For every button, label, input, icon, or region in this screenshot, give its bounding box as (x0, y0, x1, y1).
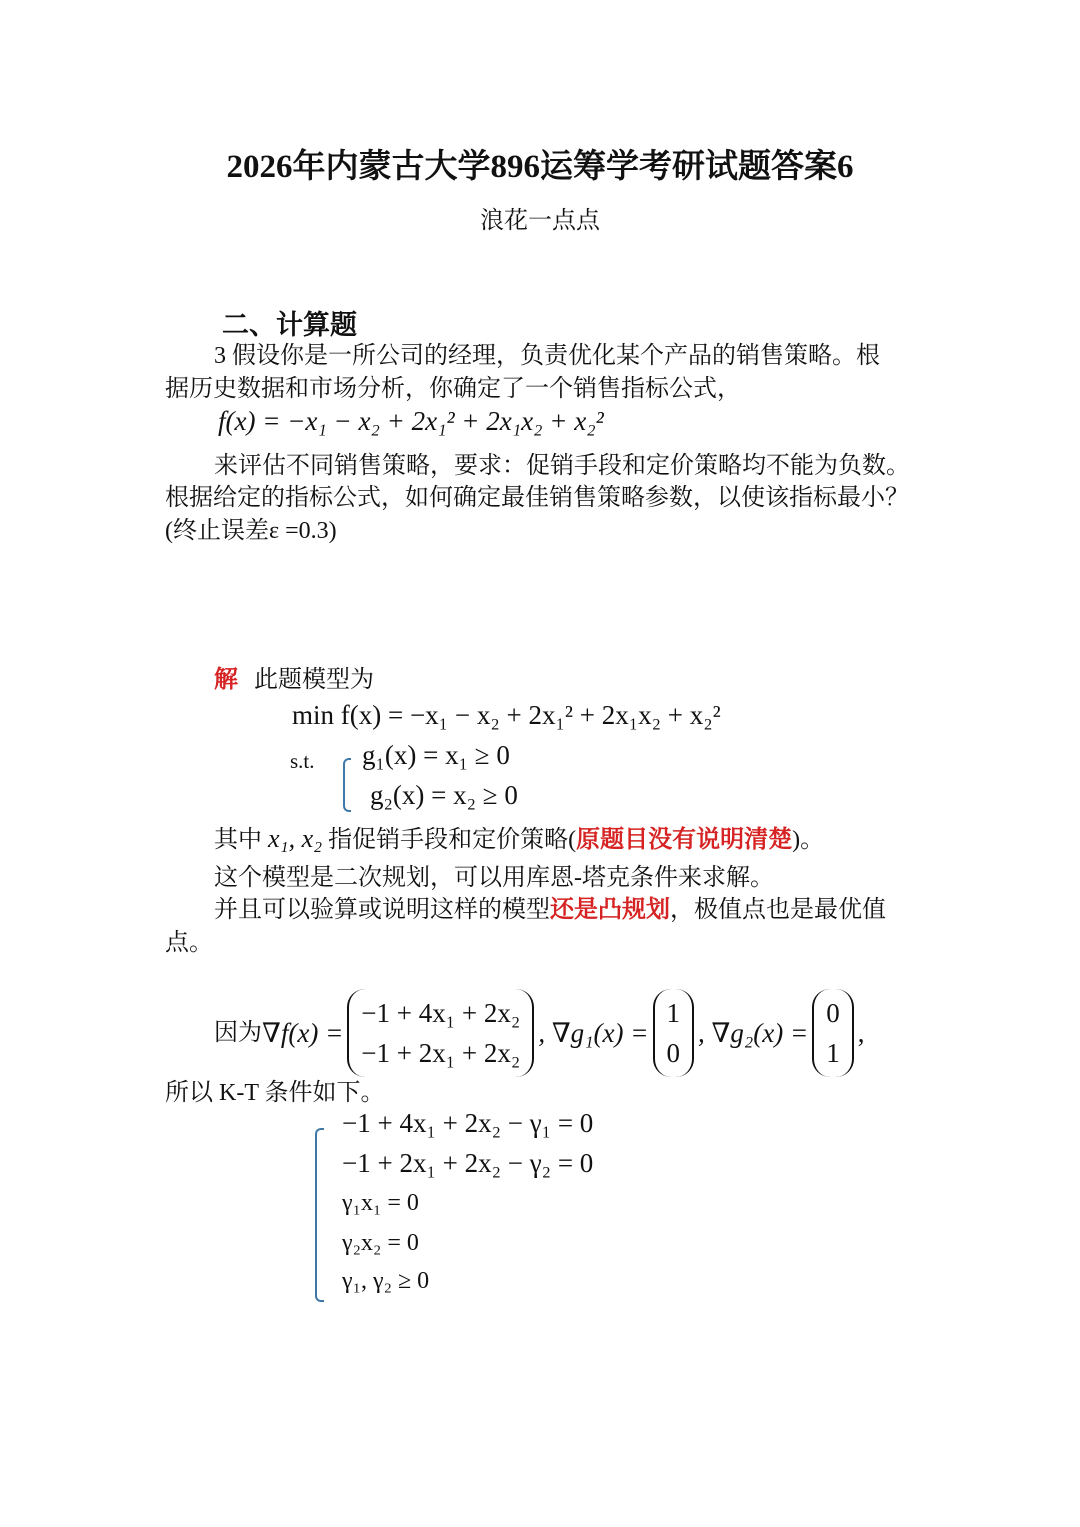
problem-line-3: 来评估不同销售策略，要求：促销手段和定价策略均不能为负数。 (214, 453, 910, 479)
kt-brace (315, 1128, 324, 1302)
problem-line-1: 3 假设你是一所公司的经理，负责优化某个产品的销售策略。根 (214, 343, 880, 369)
kt-condition-4: γ₂x₂ = 0 (342, 1230, 419, 1256)
grad-g1-row-1: 1 (666, 998, 680, 1028)
grad-f-label: ∇f(x) = (262, 1017, 344, 1048)
because-label: 因为 (214, 1019, 262, 1046)
problem-line-5: (终止误差ε =0.3) (165, 518, 337, 544)
convex-pre: 并且可以验算或说明这样的模型 (214, 897, 550, 923)
where-end: )。 (792, 827, 825, 853)
where-vars: x₁, x₂ (268, 824, 323, 853)
objective-function: min f(x) = −x₁ − x₂ + 2x₁² + 2x₁x₂ + x₂² (292, 700, 721, 730)
solution-intro-text: 此题模型为 (254, 667, 374, 693)
kt-condition-5: γ₁, γ₂ ≥ 0 (342, 1268, 430, 1294)
where-line (214, 822, 824, 857)
kt-condition-2: −1 + 2x₁ + 2x₂ − γ₂ = 0 (342, 1148, 594, 1178)
where-post: 指促销手段和定价策略( (328, 827, 577, 853)
problem-line-2: 据历史数据和市场分析，你确定了一个销售指标公式， (165, 376, 741, 402)
kt-condition-1: −1 + 4x₁ + 2x₂ − γ₁ = 0 (342, 1108, 594, 1138)
page-title: 2026年内蒙古大学896运筹学考研试题答案6 (226, 149, 854, 185)
convex-tail: 点。 (165, 930, 213, 956)
grad-g2-row-2: 1 (826, 1038, 840, 1068)
grad-g2-label: , ∇g₂(x) = (698, 1017, 809, 1048)
gradient-line (214, 990, 864, 1076)
grad-g1-label: , ∇g₁(x) = (538, 1017, 649, 1048)
convex-red: 还是凸规划 (550, 897, 670, 923)
grad-f-row-2: −1 + 2x₁ + 2x₂ (361, 1038, 521, 1068)
convex-line (214, 894, 886, 927)
constraint-brace (343, 758, 351, 812)
grad-g1-row-2: 0 (666, 1038, 680, 1068)
convex-post: ，极值点也是最优值 (670, 897, 886, 923)
constraint-2: g₂(x) = x₂ ≥ 0 (370, 780, 518, 810)
solution-intro (214, 664, 374, 697)
solution-label: 解 (214, 667, 238, 693)
constraint-1: g₁(x) = x₁ ≥ 0 (362, 740, 510, 770)
qp-line: 这个模型是二次规划，可以用库恩-塔克条件来求解。 (214, 865, 774, 891)
grad-f-matrix (347, 989, 534, 1077)
section-heading: 二、计算题 (222, 310, 357, 340)
grad-g2-row-1: 0 (826, 998, 840, 1028)
problem-line-4: 根据给定的指标公式，如何确定最佳销售策略参数，以使该指标最小？ (165, 485, 909, 511)
grad-g2-matrix (812, 989, 854, 1077)
st-label: s.t. (290, 749, 315, 773)
grad-f-row-1: −1 + 4x₁ + 2x₂ (361, 998, 521, 1028)
where-red: 原题目没有说明清楚 (576, 827, 793, 853)
problem-formula: f(x) = −x₁ − x₂ + 2x₁² + 2x₁x₂ + x₂² (218, 406, 604, 436)
gradient-comma: , (857, 1017, 865, 1048)
author: 浪花一点点 (480, 208, 600, 234)
kt-condition-3: γ₁x₁ = 0 (342, 1190, 419, 1216)
where-pre: 其中 (214, 827, 262, 853)
kt-intro: 所以 K-T 条件如下。 (165, 1080, 385, 1106)
grad-g1-matrix (653, 989, 695, 1077)
